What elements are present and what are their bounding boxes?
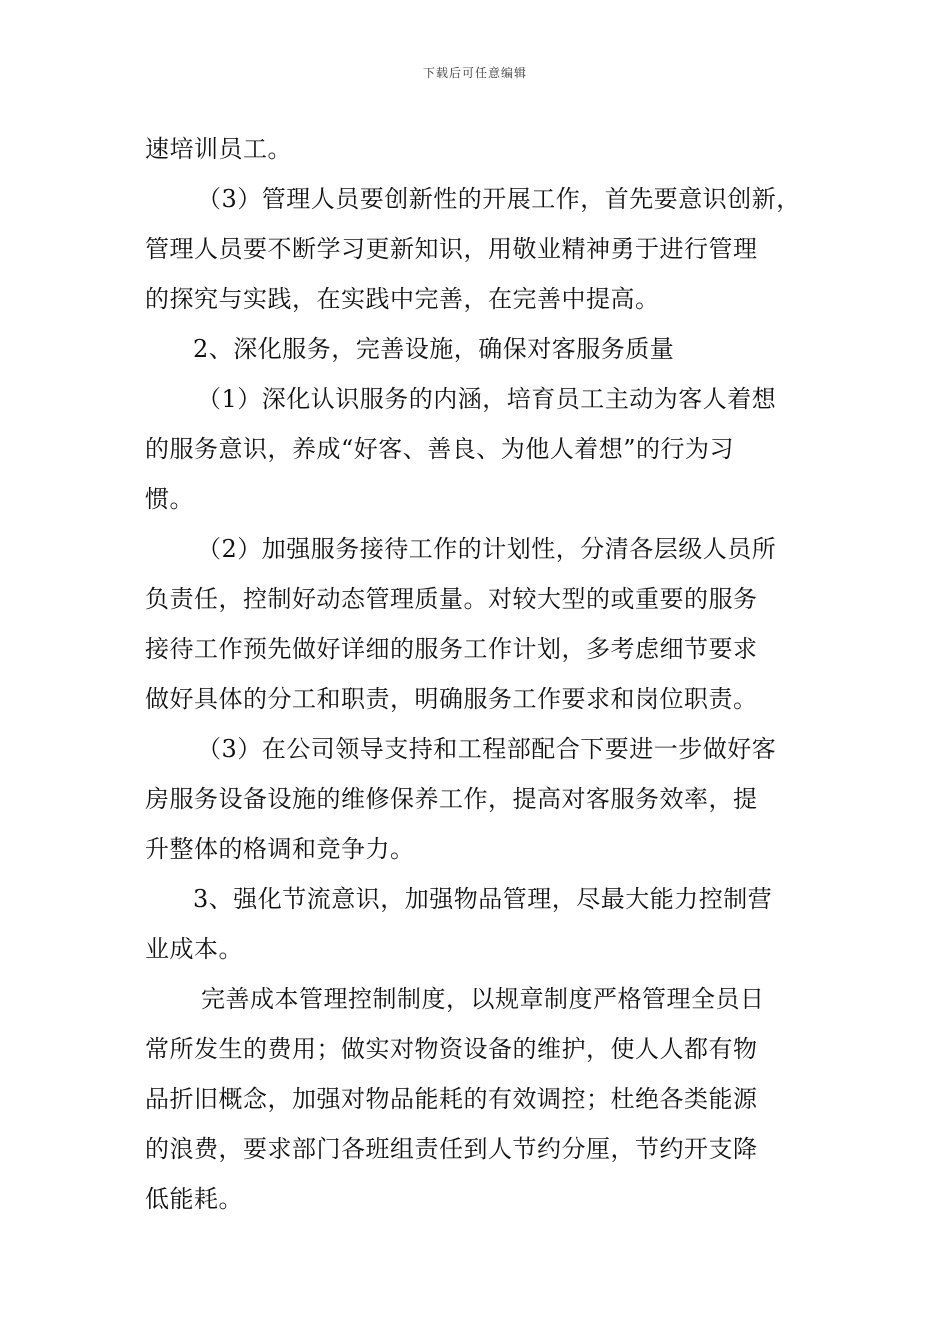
text-line: 常所发生的费用；做实对物资设备的维护，使人人都有物 <box>145 1035 758 1063</box>
text-line: 3、强化节流意识，加强物品管理，尽最大能力控制营 <box>193 885 773 913</box>
text-line: 的服务意识，养成“好客、善良、为他人着想”的行为习 <box>145 435 735 463</box>
text-line: 的探究与实践，在实践中完善，在完善中提高。 <box>145 285 660 313</box>
text-line: （3）在公司领导支持和工程部配合下要进一步做好客 <box>197 735 777 763</box>
text-line: 房服务设备设施的维修保养工作，提高对客服务效率，提 <box>145 785 758 813</box>
text-line: 惯。 <box>145 485 194 513</box>
text-line: 低能耗。 <box>145 1185 243 1213</box>
text-line: 2、深化服务，完善设施，确保对客服务质量 <box>193 335 675 363</box>
text-line: 负责任，控制好动态管理质量。对较大型的或重要的服务 <box>145 585 758 613</box>
text-line: 升整体的格调和竞争力。 <box>145 835 415 863</box>
page-header: 下载后可任意编辑 <box>422 66 527 80</box>
text-line: 速培训员工。 <box>145 135 292 163</box>
text-line: 管理人员要不断学习更新知识，用敬业精神勇于进行管理 <box>145 235 758 263</box>
text-line: 品折旧概念，加强对物品能耗的有效调控；杜绝各类能源 <box>145 1085 758 1113</box>
text-line: （2）加强服务接待工作的计划性，分清各层级人员所 <box>197 535 777 563</box>
text-line: 的浪费，要求部门各班组责任到人节约分厘，节约开支降 <box>145 1135 758 1163</box>
text-line: 做好具体的分工和职责，明确服务工作要求和岗位职责。 <box>145 685 758 713</box>
text-line: 接待工作预先做好详细的服务工作计划，多考虑细节要求 <box>145 635 758 663</box>
text-line: （1）深化认识服务的内涵，培育员工主动为客人着想 <box>197 385 777 413</box>
text-line: （3）管理人员要创新性的开展工作，首先要意识创新， <box>197 185 801 213</box>
text-line: 完善成本管理控制制度，以规章制度严格管理全员日 <box>201 985 765 1013</box>
document-body <box>145 124 813 1224</box>
text-line: 业成本。 <box>145 935 243 963</box>
